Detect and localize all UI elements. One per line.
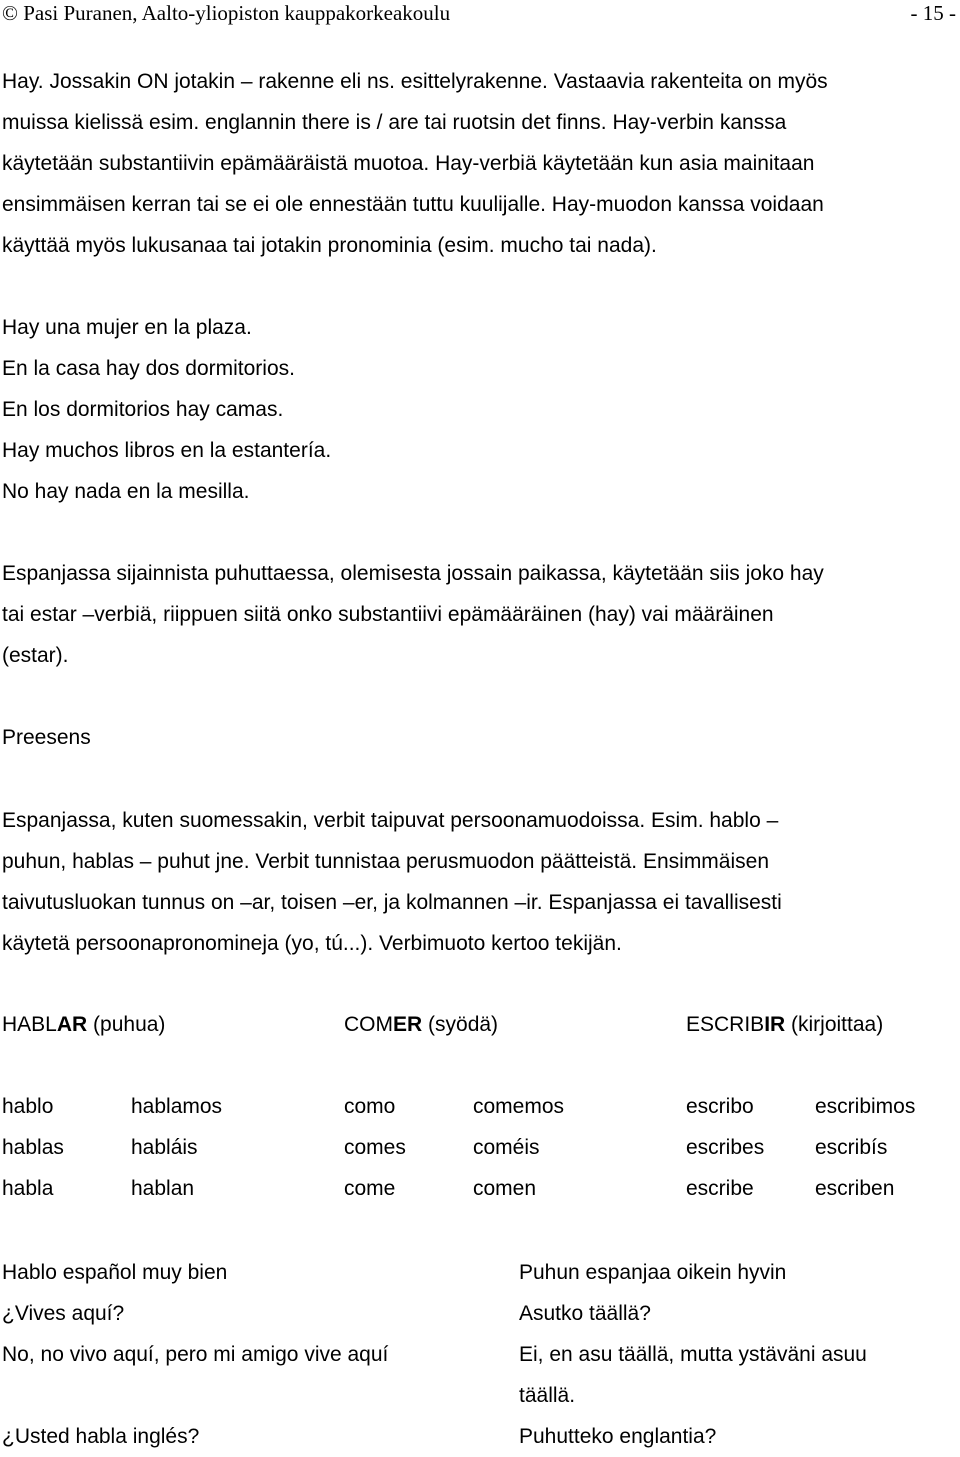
- conjugation-cell: comen: [473, 1177, 537, 1200]
- location-paragraph: [2, 553, 942, 676]
- text-line: käytetä persoonapronomineja (yo, tú...). Verbimuoto kertoo tekijän.: [2, 932, 622, 955]
- conjugation-cell: escribes: [686, 1136, 765, 1159]
- conjugation-cell: hablas: [2, 1136, 64, 1159]
- conjugation-row: [2, 1127, 952, 1168]
- text-line: tai estar –verbiä, riippuen siitä onko substantiivi epämääräinen (hay) vai määräinen: [2, 603, 774, 626]
- spanish-phrase: ¿Usted habla inglés?: [2, 1425, 200, 1448]
- phrase-row: [2, 1334, 952, 1416]
- header-copyright: © Pasi Puranen, Aalto-yliopiston kauppakorkeakoulu: [2, 1, 451, 25]
- intro-paragraph: [2, 61, 942, 266]
- example-line: No hay nada en la mesilla.: [2, 480, 250, 503]
- text-line: Espanjassa, kuten suomessakin, verbit taipuvat persoonamuodoissa. Esim. hablo –: [2, 809, 779, 832]
- phrase-row: [2, 1293, 952, 1334]
- text-line: Hay. Jossakin ON jotakin – rakenne eli ns. esittelyrakenne. Vastaavia rakenteita on myös: [2, 70, 828, 93]
- verb-ending: IR: [764, 1013, 786, 1036]
- finnish-translation: Asutko täällä?: [519, 1302, 651, 1325]
- verb-stem: ESCRIB: [686, 1013, 765, 1036]
- conjugation-row: [2, 1086, 952, 1127]
- conjugation-cell: come: [344, 1177, 396, 1200]
- example-line: Hay muchos libros en la estantería.: [2, 439, 332, 462]
- conjugation-cell: escribe: [686, 1177, 754, 1200]
- verb-stem: HABL: [2, 1013, 57, 1036]
- spanish-phrase: Hablo español muy bien: [2, 1261, 228, 1284]
- example-line: Hay una mujer en la plaza.: [2, 316, 252, 339]
- conjugation-cell: comemos: [473, 1095, 565, 1118]
- example-line: En los dormitorios hay camas.: [2, 398, 284, 421]
- conjugation-table: [2, 1004, 952, 1209]
- conjugation-cell: escriben: [815, 1177, 895, 1200]
- text-line: käytetään substantiivin epämääräistä muotoa. Hay-verbiä käytetään kun asia mainitaan: [2, 152, 815, 175]
- finnish-translation: Ei, en asu täällä, mutta ystäväni asuu täällä.: [519, 1343, 867, 1407]
- text-line: Espanjassa sijainnista puhuttaessa, olemisesta jossain paikassa, käytetään siis joko hay: [2, 562, 824, 585]
- finnish-translation: Puhun espanjaa oikein hyvin: [519, 1261, 787, 1284]
- conjugation-cell: coméis: [473, 1136, 540, 1159]
- conjugation-cell: comes: [344, 1136, 406, 1159]
- verb-header-comer: [344, 1004, 498, 1045]
- conjugation-cell: hablo: [2, 1095, 54, 1118]
- conjugation-cell: escribís: [815, 1136, 888, 1159]
- phrase-translations: [2, 1252, 952, 1457]
- verb-gloss: (kirjoittaa): [785, 1013, 884, 1036]
- phrase-row: [2, 1252, 952, 1293]
- page-number: - 15 -: [910, 1, 956, 25]
- verb-header-hablar: [2, 1004, 165, 1045]
- conjugation-cell: hablamos: [131, 1095, 223, 1118]
- spanish-phrase: No, no vivo aquí, pero mi amigo vive aquí: [2, 1343, 389, 1366]
- verb-gloss: (puhua): [87, 1013, 166, 1036]
- conjugation-header-row: [2, 1004, 952, 1045]
- text-line: ensimmäisen kerran tai se ei ole ennestään tuttu kuulijalle. Hay-muodon kanssa voidaan: [2, 193, 824, 216]
- verb-ending: ER: [393, 1013, 423, 1036]
- conjugation-cell: hablan: [131, 1177, 195, 1200]
- text-line: muissa kielissä esim. englannin there is / are tai ruotsin det finns. Hay-verbin kanssa: [2, 111, 787, 134]
- page-header: [0, 0, 960, 28]
- present-tense-paragraph: [2, 800, 942, 964]
- conjugation-cell: habláis: [131, 1136, 198, 1159]
- verb-header-escribir: [686, 1004, 883, 1045]
- spanish-phrase: ¿Vives aquí?: [2, 1302, 125, 1325]
- example-line: En la casa hay dos dormitorios.: [2, 357, 295, 380]
- verb-ending: AR: [56, 1013, 88, 1036]
- text-line: taivutusluokan tunnus on –ar, toisen –er, ja kolmannen –ir. Espanjassa ei tavallisesti: [2, 891, 782, 914]
- section-title: Preesens: [2, 726, 91, 749]
- conjugation-cell: escribimos: [815, 1095, 916, 1118]
- conjugation-cell: escribo: [686, 1095, 754, 1118]
- finnish-translation: Puhutteko englantia?: [519, 1425, 717, 1448]
- conjugation-cell: habla: [2, 1177, 54, 1200]
- verb-gloss: (syödä): [422, 1013, 499, 1036]
- text-line: puhun, hablas – puhut jne. Verbit tunnistaa perusmuodon päätteistä. Ensimmäisen: [2, 850, 770, 873]
- text-line: käyttää myös lukusanaa tai jotakin pronominia (esim. mucho tai nada).: [2, 234, 657, 257]
- text-line: (estar).: [2, 644, 69, 667]
- conjugation-row: [2, 1168, 952, 1209]
- example-sentences: [2, 307, 942, 512]
- verb-stem: COM: [344, 1013, 393, 1036]
- conjugation-cell: como: [344, 1095, 396, 1118]
